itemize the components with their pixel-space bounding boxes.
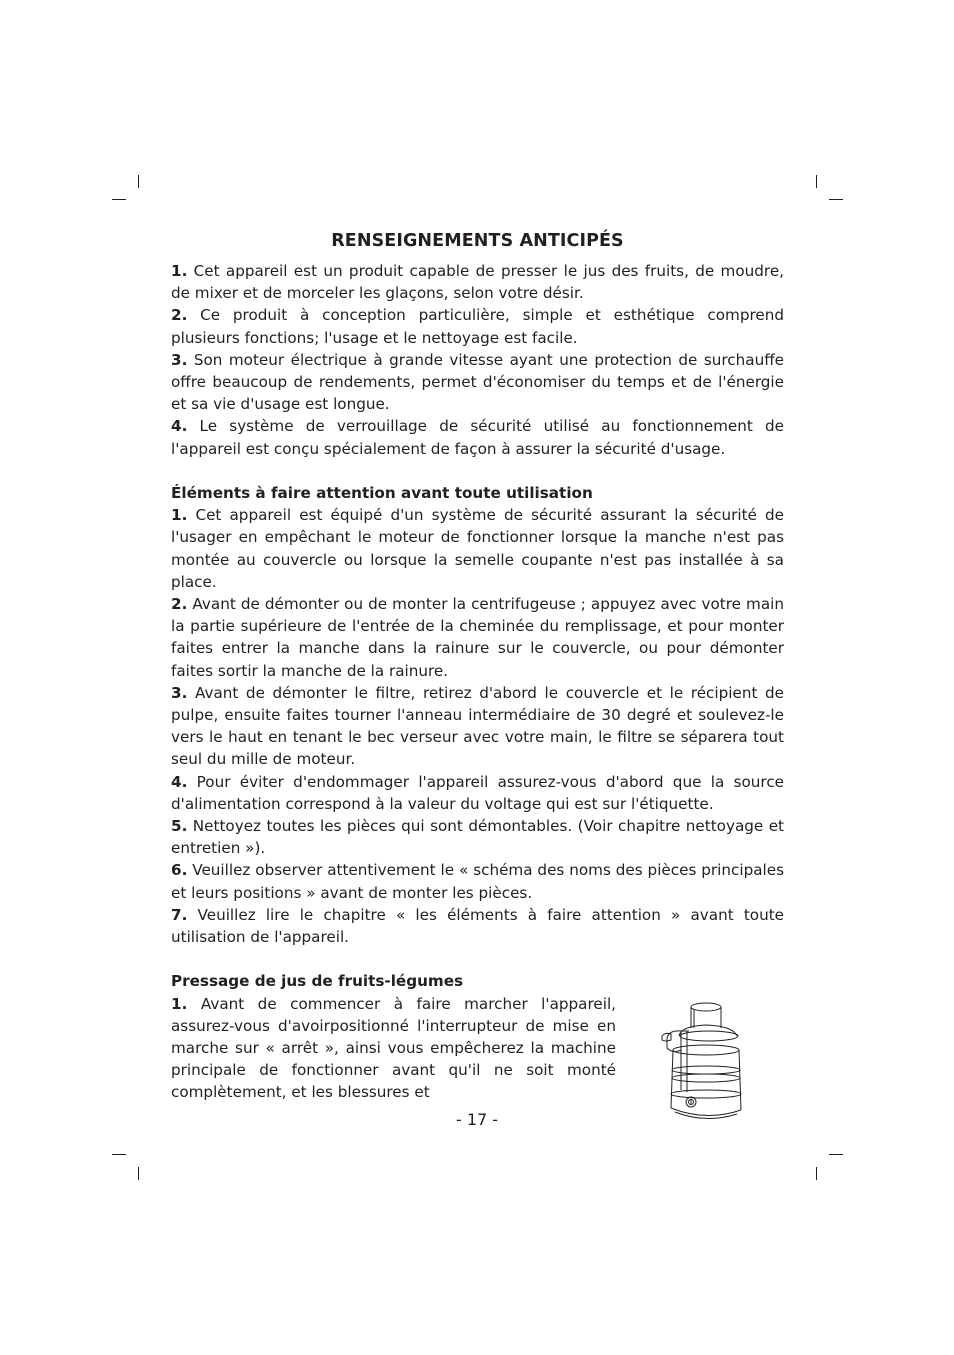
juicing-section — [171, 970, 784, 1103]
intro-list — [171, 260, 784, 460]
list-item: 2. Ce produit à conception particulière, simple et esthétique comprend plusieurs fonctions; l'usage et le nettoyage est facile. — [171, 306, 785, 347]
juicer-illustration — [659, 998, 754, 1124]
crop-mark — [816, 175, 817, 188]
crop-mark — [829, 199, 843, 200]
crop-mark — [112, 199, 126, 200]
crop-mark — [829, 1154, 843, 1155]
list-item: 5. Nettoyez toutes les pièces qui sont démontables. (Voir chapitre nettoyage et entretien »). — [171, 817, 784, 858]
list-item: 2. Avant de démonter ou de monter la centrifugeuse ; appuyez avec votre main la partie supérieure de l'entrée de la cheminée du remplissage, et pour monter faites entrer la manche dans la rainure sur le couvercle, ou pour démonter faites sortir la manche de la rainure. — [171, 595, 784, 680]
attention-list — [171, 504, 784, 948]
list-item: 3. Son moteur électrique à grande vitesse ayant une protection de surchauffe offre beaucoup de rendements, permet d'économiser du temps et de l'énergie et sa vie d'usage est longue. — [171, 350, 785, 414]
page-number: - 17 - — [455, 1110, 499, 1129]
page-content — [171, 226, 784, 1104]
crop-mark — [138, 175, 139, 188]
section-heading-attention: Éléments à faire attention avant toute utilisation — [171, 484, 593, 503]
crop-mark — [816, 1167, 817, 1180]
crop-mark — [112, 1154, 126, 1155]
list-item: 4. Le système de verrouillage de sécurité utilisé au fonctionnement de l'appareil est conçu spécialement de façon à assurer la sécurité d'usage. — [171, 417, 784, 458]
section-heading-juicing: Pressage de jus de fruits-légumes — [171, 972, 464, 991]
list-item: 7. Veuillez lire le chapitre « les éléments à faire attention » avant toute utilisation de l'appareil. — [171, 905, 784, 947]
crop-mark — [138, 1167, 139, 1180]
list-item: 1. Avant de commencer à faire marcher l'appareil, assurez-vous d'avoirpositionné l'interrupteur de mise en marche sur « arrêt », ainsi vous empêcherez la machine principale de fonctionner avant qu'il ne soit monté complètement, et les blessures et — [171, 994, 616, 1102]
list-item: 4. Pour éviter d'endommager l'appareil assurez-vous d'abord que la source d'alimentation correspond à la valeur du voltage qui est sur l'étiquette. — [171, 772, 785, 813]
juicing-list — [171, 993, 616, 1104]
page-title: RENSEIGNEMENTS ANTICIPÉS — [331, 231, 624, 251]
list-item: 6. Veuillez observer attentivement le « schéma des noms des pièces principales et leurs positions » avant de monter les pièces. — [171, 861, 784, 902]
list-item: 3. Avant de démonter le filtre, retirez d'abord le couvercle et le récipient de pulpe, ensuite faites tourner l'anneau intermédiaire de 30 degré et soulevez-le vers le haut en tenant le bec verseur avec votre main, le filtre se séparera tout seul du mille de moteur. — [171, 683, 784, 769]
list-item: 1. Cet appareil est un produit capable de presser le jus des fruits, de moudre, de mixer et de morceler les glaçons, selon votre désir. — [171, 262, 784, 303]
list-item: 1. Cet appareil est équipé d'un système de sécurité assurant la sécurité de l'usager en empêchant le moteur de fonctionner lorsque la manche n'est pas montée au couvercle ou lorsque la semelle coupante n'est pas installée à sa place. — [171, 506, 785, 591]
